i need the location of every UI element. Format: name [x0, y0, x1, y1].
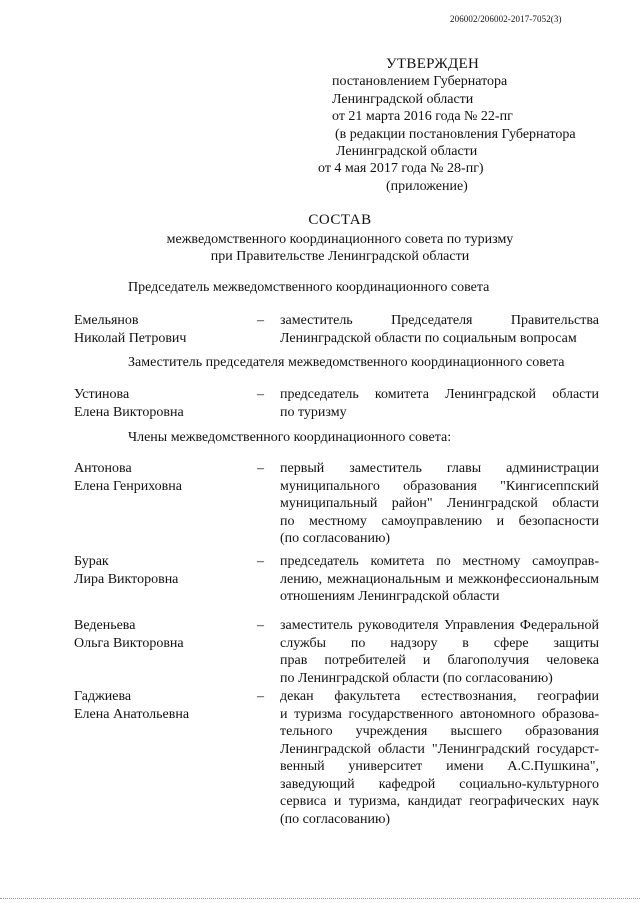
position-line: декан факультета естествознания, географии [280, 689, 599, 704]
position-line: по местному самоуправлению и безопасности [280, 513, 599, 529]
position-line: прав потребителей и благополучия человека [280, 653, 599, 668]
section-heading-chairman: Председатель межведомственного координационного совета [128, 280, 490, 295]
dash-separator: – [257, 461, 264, 476]
section-heading-deputy: Заместитель председателя межведомственного координационного совета [128, 355, 565, 370]
member-given-name: Лира Викторовна [74, 571, 179, 587]
member-surname: Бурак [74, 554, 109, 569]
member-given-name: Николай Петрович [74, 330, 187, 346]
approval-line: (в редакции постановления Губернатора [335, 126, 576, 142]
position-line: тельного учреждения высшего образования [280, 724, 599, 739]
position-line: муниципального образования "Кингисеппский [280, 478, 599, 494]
document-id: 206002/206002-2017-7052(3) [450, 14, 562, 24]
approval-line: (приложение) [386, 178, 468, 194]
approval-line: от 4 мая 2017 года № 28-пг) [318, 161, 484, 177]
dash-separator: – [257, 618, 264, 633]
member-given-name: Елена Викторовна [74, 404, 184, 420]
position-line: лению, межнациональным и межконфессиональным [280, 571, 599, 587]
approval-line: от 21 марта 2016 года № 22-пг [332, 109, 513, 125]
member-name [74, 688, 254, 723]
document-subtitle: межведомственного координационного совета по туризму [166, 232, 514, 247]
member-name [74, 553, 254, 588]
position-line: председатель комитета Ленинградской области [280, 387, 599, 402]
page-bottom-edge [0, 898, 640, 899]
dash-separator: – [257, 554, 264, 569]
approval-line: Ленинградской области [336, 144, 478, 160]
position-line: сервиса и туризма, кандидат географических наук [280, 794, 599, 809]
member-name [74, 460, 254, 495]
dash-separator: – [257, 689, 264, 704]
position-line: Ленинградской области по социальным вопросам [280, 330, 577, 346]
position-line: и туризма государственного автономного образова- [280, 706, 599, 722]
member-surname: Антонова [74, 461, 132, 476]
position-line: председатель комитета по местному самоуправ- [280, 554, 599, 569]
position-line: Ленинградской области "Ленинградский государст- [280, 741, 599, 757]
approval-block [318, 56, 576, 195]
member-position [280, 617, 599, 687]
position-line: (по согласованию) [280, 531, 391, 546]
member-given-name: Елена Генриховна [74, 478, 182, 494]
member-name [74, 617, 254, 652]
member-surname: Устинова [74, 387, 130, 402]
member-position [280, 460, 599, 548]
position-line: по Ленинградской области (по согласованию) [280, 670, 553, 686]
position-line: службы по надзору в сфере защиты [280, 635, 599, 651]
member-position [280, 688, 599, 828]
position-line: по туризму [280, 404, 347, 420]
section-heading-members: Члены межведомственного координационного совета: [128, 430, 452, 445]
member-position [280, 386, 599, 421]
position-line: муниципальный район" Ленинградской области [280, 496, 599, 511]
member-given-name: Елена Анатольевна [74, 706, 190, 722]
member-surname: Гаджиева [74, 689, 132, 704]
position-line: венный университет имени А.С.Пушкина", [280, 759, 599, 774]
position-line: (по согласованию) [280, 811, 391, 827]
dash-separator: – [257, 387, 264, 402]
member-given-name: Ольга Викторовна [74, 635, 184, 651]
member-name [74, 312, 254, 347]
approval-line: Ленинградской области [332, 91, 474, 107]
document-title: СОСТАВ [308, 212, 372, 228]
document-subtitle: при Правительстве Ленинградской области [210, 249, 470, 264]
position-line: заместитель руководителя Управления Федеральной [280, 618, 599, 633]
approval-heading: УТВЕРЖДЕН [386, 56, 480, 72]
approval-line: постановлением Губернатора [332, 74, 508, 90]
member-position [280, 312, 599, 347]
member-position [280, 553, 599, 606]
position-line: заведующий кафедрой социально-культурного [280, 776, 599, 792]
dash-separator: – [257, 313, 264, 328]
position-line: первый заместитель главы администрации [280, 461, 599, 476]
position-line: отношениям Ленинградской области [280, 589, 500, 604]
position-line: заместитель Председателя Правительства [280, 313, 599, 328]
member-surname: Емельянов [74, 313, 139, 328]
member-surname: Веденьева [74, 618, 136, 633]
member-name [74, 386, 254, 421]
